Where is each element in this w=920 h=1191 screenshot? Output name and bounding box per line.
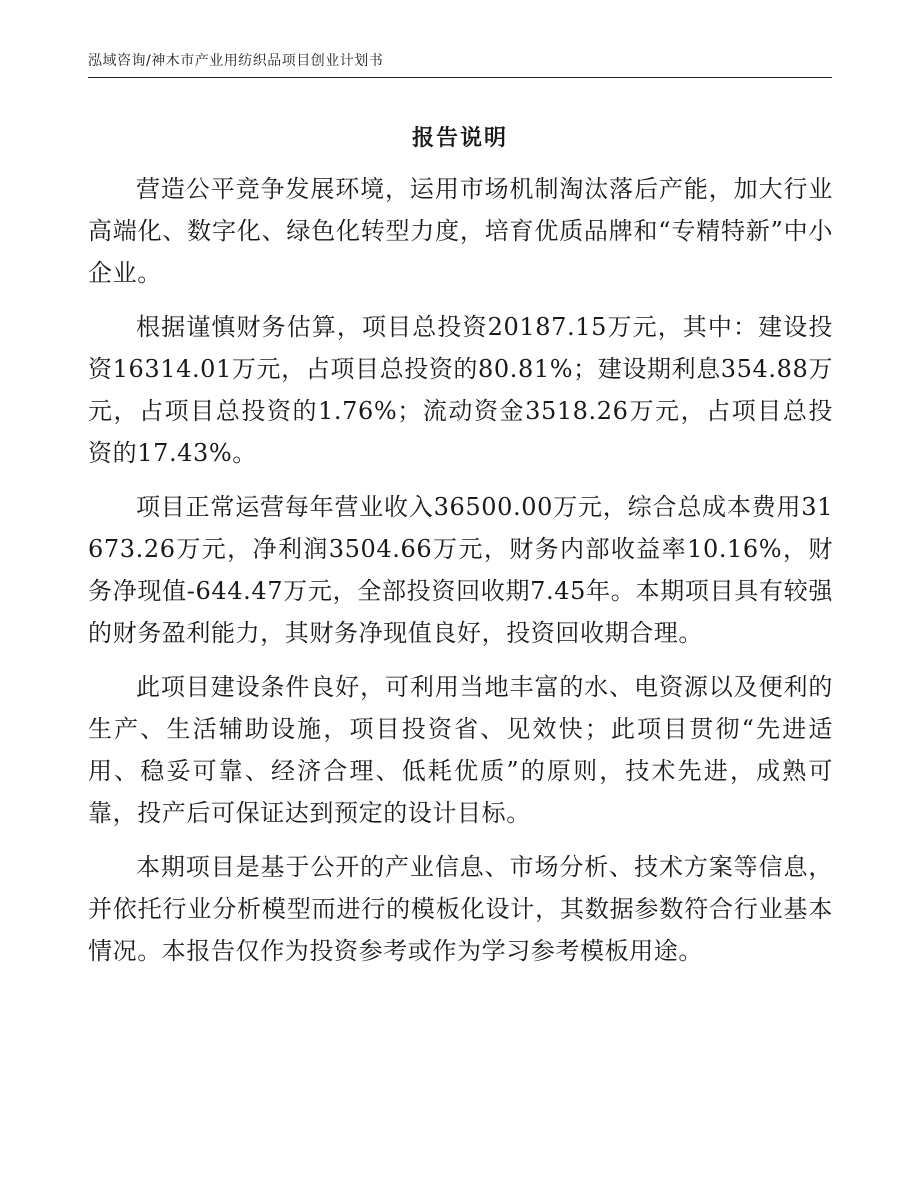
running-header: 泓域咨询/神木市产业用纺织品项目创业计划书 (88, 53, 384, 69)
paragraph-investment-estimate: 根据谨慎财务估算，项目总投资20187.15万元，其中：建设投资16314.01万元，占项目总投资的80.81%；建设期利息354.88万元，占项目总投资的1.76%；流动资金3518.26万元，占项目总投资的17.43%。 (88, 313, 833, 467)
paragraph-construction-conditions: 此项目建设条件良好，可利用当地丰富的水、电资源以及便利的生产、生活辅助设施，项目投资省、见效快；此项目贯彻“先进适用、稳妥可靠、经济合理、低耗优质”的原则，技术先进，成熟可靠，投产后可保证达到预定的设计目标。 (88, 673, 833, 827)
header-divider (88, 77, 832, 78)
page-title: 报告说明 (411, 126, 508, 151)
paragraph-operating-finance: 项目正常运营每年营业收入36500.00万元，综合总成本费用31673.26万元，净利润3504.66万元，财务内部收益率10.16%，财务净现值-644.47万元，全部投资回收期7.45年。本期项目具有较强的财务盈利能力，其财务净现值良好，投资回收期合理。 (88, 493, 833, 647)
paragraph-disclaimer: 本期项目是基于公开的产业信息、市场分析、技术方案等信息，并依托行业分析模型而进行的模板化设计，其数据参数符合行业基本情况。本报告仅作为投资参考或作为学习参考模板用途。 (88, 853, 833, 965)
paragraph-market-environment: 营造公平竞争发展环境，运用市场机制淘汰落后产能，加大行业高端化、数字化、绿色化转型力度，培育优质品牌和“专精特新”中小企业。 (88, 175, 833, 287)
report-body (88, 168, 833, 984)
